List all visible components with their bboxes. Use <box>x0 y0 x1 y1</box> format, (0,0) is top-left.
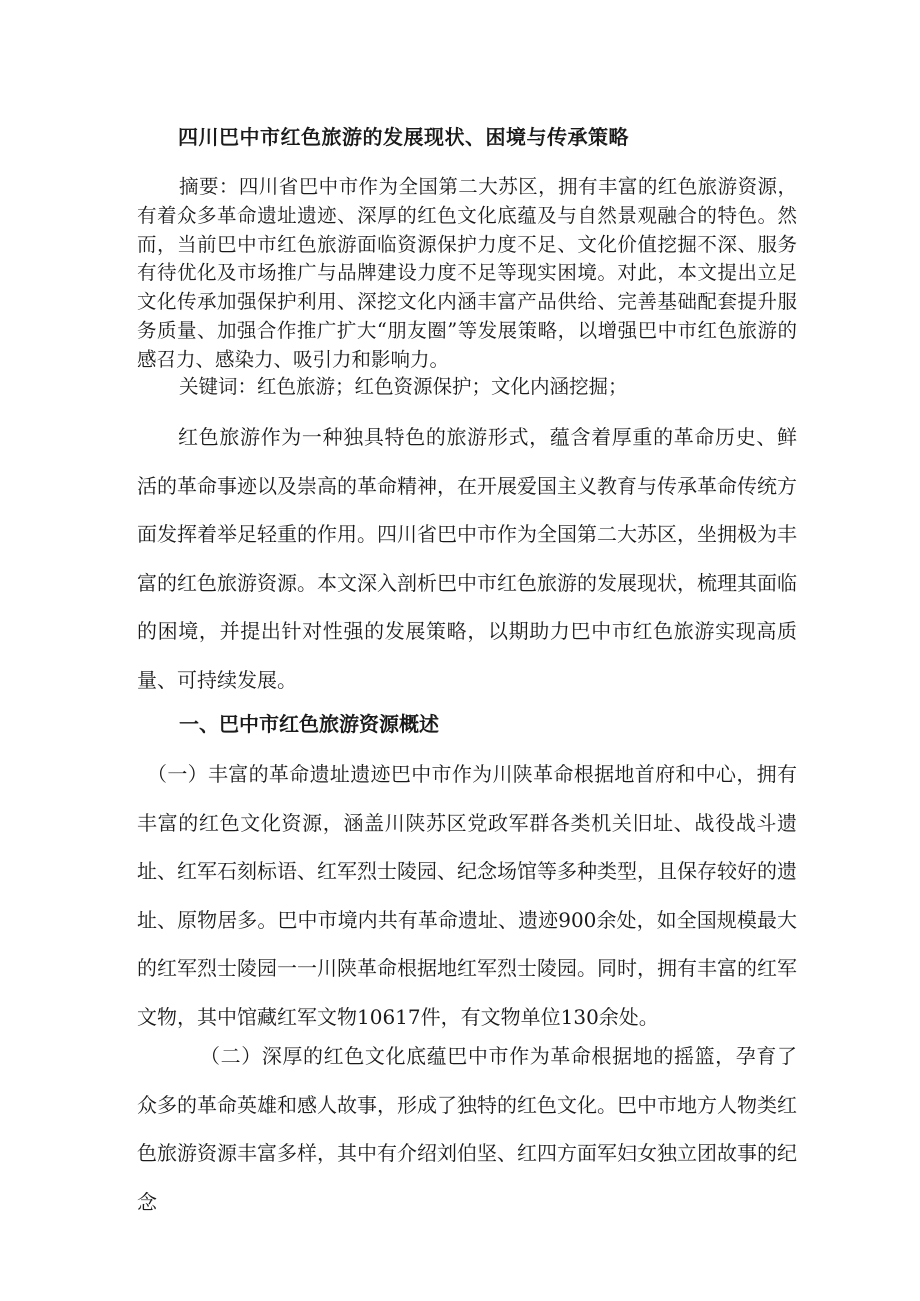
document-title: 四川巴中市红色旅游的发展现状、困境与传承策略 <box>178 125 629 149</box>
abstract-paragraph: 摘要：四川省巴中市作为全国第二大苏区，拥有丰富的红色旅游资源，有着众多革命遗址遗迹、深厚的红色文化底蕴及与自然景观融合的特色。然而，当前巴中市红色旅游面临资源保护力度不足、文化价值挖掘不深、服务有待优化及市场推广与品牌建设力度不足等现实困境。对此，本文提出立足文化传承加强保护利用、深挖文化内涵丰富产品供给、完善基础配套提升服务质量、加强合作推广扩大“朋友圈”等发展策略，以增强巴中市红色旅游的感召力、感染力、吸引力和影响力。 <box>137 175 797 371</box>
section-1-paragraph: （一）丰富的革命遗址遗迹巴中市作为川陕革命根据地首府和中心，拥有丰富的红色文化资源，涵盖川陕苏区党政军群各类机关旧址、战役战斗遗址、红军石刻标语、红军烈士陵园、纪念场馆等多种类型，且保存较好的遗址、原物居多。巴中市境内共有革命遗址、遗迹900余处，如全国规模最大的红军烈士陵园一一川陕革命根据地红军烈士陵园。同时，拥有丰富的红军文物，其中馆藏红军文物10617件，有文物单位130余处。 <box>137 762 797 1029</box>
section-heading-1: 一、巴中市红色旅游资源概述 <box>179 712 439 736</box>
intro-paragraph: 红色旅游作为一种独具特色的旅游形式，蕴含着厚重的革命历史、鲜活的革命事迹以及崇高的革命精神，在开展爱国主义教育与传承革命传统方面发挥着举足轻重的作用。四川省巴中市作为全国第二大苏区，坐拥极为丰富的红色旅游资源。本文深入剖析巴中市红色旅游的发展现状，梳理其面临的困境，并提出针对性强的发展策略，以期助力巴中市红色旅游实现高质量、可持续发展。 <box>137 425 797 692</box>
section-2-paragraph: （二）深厚的红色文化底蕴巴中市作为革命根据地的摇篮，孕育了众多的革命英雄和感人故事，形成了独特的红色文化。巴中市地方人物类红色旅游资源丰富多样，其中有介绍刘伯坚、红四方面军妇女独立团故事的纪念 <box>137 1044 797 1214</box>
keywords-line: 关键词：红色旅游；红色资源保护；文化内涵挖掘； <box>179 375 628 398</box>
